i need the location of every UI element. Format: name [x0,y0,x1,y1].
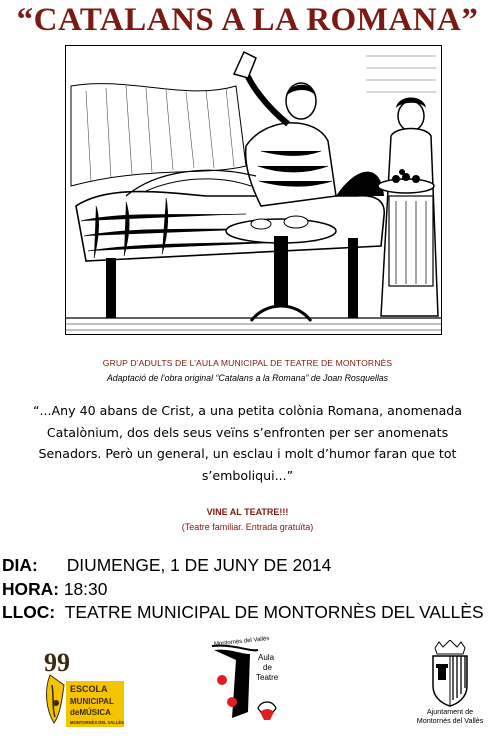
venue-value: TEATRE MUNICIPAL DE MONTORNÈS DEL VALLÈS [64,602,484,622]
escola-line4: MONTORNÈS DEL VALLÈS [70,720,124,725]
ajuntament-logo [405,640,495,730]
date-row [2,555,331,576]
escola-musica-logo [40,645,130,730]
logo-number: 99 [44,648,70,677]
organizer-line: GRUP D’ADULTS DE L’AULA MUNICIPAL DE TEATRE DE MONTORNÈS [102,358,393,368]
poster-title: “CATALANS A LA ROMANA” [16,2,479,38]
time-label: HORA: [2,579,59,599]
date-value: DIUMENGE, 1 DE JUNY DE 2014 [66,555,332,575]
illustration-roman-scene [65,45,442,335]
aula-line1: Aula [258,653,275,662]
date-label: DIA: [2,555,38,575]
aula-teatre-logo-graphic [210,632,305,727]
quote-line: Senadors. Però un general, un esclau i molt d’humor faran que tot [38,446,457,461]
roman-scene-drawing [66,46,441,334]
time-value: 18:30 [63,579,108,599]
aula-line2: de [263,663,272,672]
time-row [2,579,107,600]
aula-arc-text: Montornès del Vallès [213,635,270,648]
quote-line: “...Any 40 abans de Crist, a una petita colònia Romana, anomenada [33,403,462,418]
adaptation-line: Adaptació de l’obra original “Catalans a la Romana” de Joan Rosquellas [106,373,389,383]
synopsis-quote [10,400,485,486]
aula-teatre-logo [210,632,305,727]
escola-line2: MUNICIPAL [70,697,114,706]
call-to-action: VINE AL TEATRE!!! [206,507,289,517]
admission-note: (Teatre familiar. Entrada gratuïta) [181,522,314,532]
escola-musica-logo-graphic [40,645,130,730]
aula-line3: Teatre [256,673,279,682]
quote-line: Catalònium, dos dels seus veïns s’enfronten per ser anomenats [46,424,449,440]
venue-row [2,602,484,623]
quote-line: s’emboliqui...” [201,467,294,483]
escola-line1: ESCOLA [70,684,108,694]
venue-label: LLOC: [2,602,56,622]
ajuntament-line2: Montornès del Vallès [416,716,484,725]
ajuntament-caption [405,707,495,725]
escola-line3: deMÚSICA [70,708,111,717]
ajuntament-line1: Ajuntament de [426,707,474,716]
